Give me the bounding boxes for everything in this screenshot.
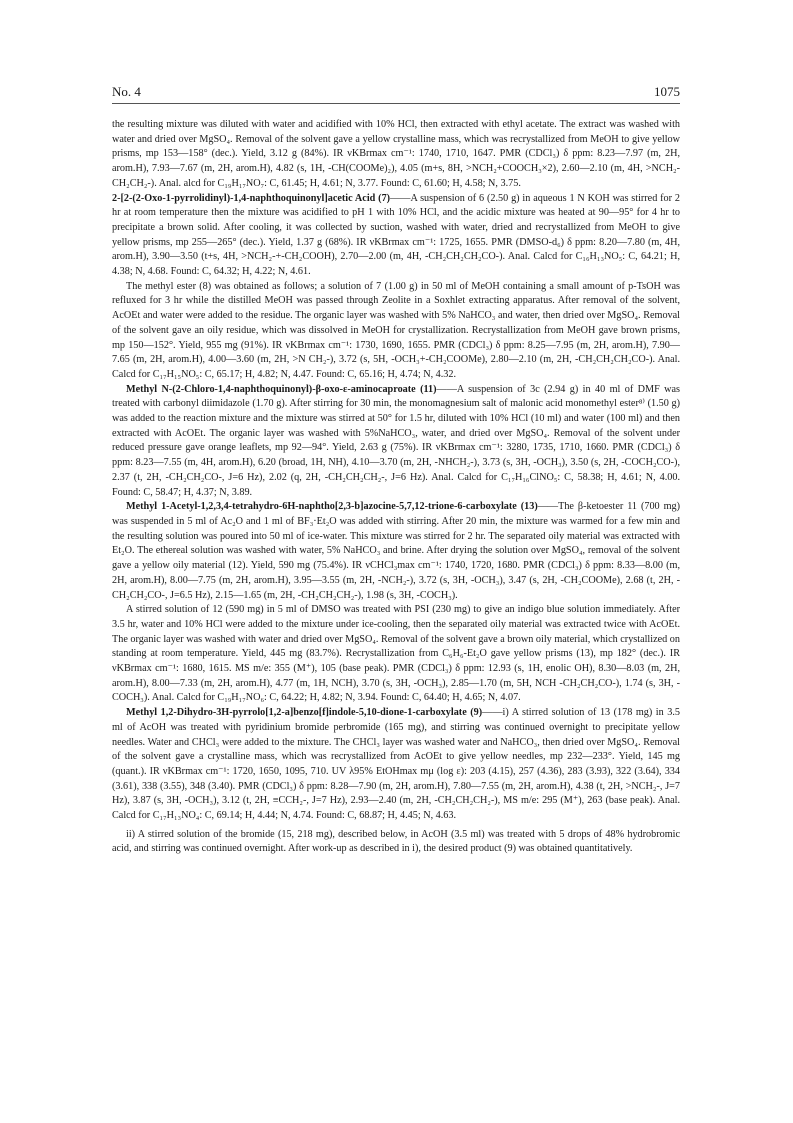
header-rule <box>112 103 680 104</box>
paragraph <box>112 383 680 501</box>
paragraph <box>112 192 680 280</box>
paragraph <box>112 828 680 857</box>
paragraph-text: A stirred solution of 12 (590 mg) in 5 ml of DMSO was treated with PSI (230 mg) to give an indigo blue solution immediately. After 3.5 hr, water and 10% HCl were added to the mixture under ice-cooling, then the separated oily material was extracted twice with AcOEt. The organic layer was washed with water and dried over MgSO₄. Removal of the solvent gave a brown oily material, which crystallized on standing at room temperature. Yield, 445 mg (83.7%). Recrystallization from C₆H₆-Et₂O gave yellow prisms (13), mp 182° (dec.). IR νKBrmax cm⁻¹: 1680, 1615. MS m/e: 355 (M⁺), 105 (base peak). PMR (CDCl₃) δ ppm: 12.93 (s, 1H, enolic OH), 8.30—8.03 (m, 2H, arom.H), 8.00—7.33 (m, 2H, arom.H), 4.77 (m, 1H, NCH), 3.70 (s, 3H, -OCH₃), 2.85—1.70 (m, 5H, NCH -CH₂CH₂CO-), 1.74 (s, 3H, -COCH₃). Anal. Calcd for C₁₉H₁₇NO₆: C, 64.22; H, 4.82; N, 3.94. Found: C, 64.40; H, 4.65; N, 4.07. <box>112 604 680 704</box>
paragraph-text: ——A suspension of 3c (2.94 g) in 40 ml of DMF was treated with carbonyl diimidazole (1.70 g). After stirring for 30 min, the monomagnesium salt of malonic acid monomethyl ester⁸⁾ (1.50 g) was added to the reaction mixture and the mixture was stirred at 50° for 1.5 hr, diluted with 10% HCl (10 ml) and water (100 ml) and then extracted with AcOEt. The organic layer was washed with 5%NaHCO₃, water, and dried over MgSO₄. Removal of the solvent under reduced pressure gave orange leaflets, mp 92—94°. Yield, 2.63 g (75%). IR νKBrmax cm⁻¹: 3280, 1735, 1710, 1660. PMR (CDCl₃) δ ppm: 8.23—7.55 (m, 4H, arom.H), 6.20 (broad, 1H, NH), 4.10—3.70 (m, 2H, -NHCH₂-), 3.73 (s, 3H, -OCH₃), 3.50 (s, 2H, -COCH₂CO-), 2.37 (t, 2H, -CH₂CH₂CO-, J=6 Hz), 2.02 (q, 2H, -CH₂CH₂CH₂-, J=6 Hz). Anal. Calcd for C₁₇H₁₆ClNO₅: C, 58.38; H, 4.61; N, 4.00. Found: C, 58.47; H, 4.37; N, 3.89. <box>112 383 680 498</box>
page-number: 1075 <box>654 84 680 99</box>
compound-title: Methyl 1-Acetyl-1,2,3,4-tetrahydro-6H-naphtho[2,3-b]azocine-5,7,12-trione-6-carboxylate (13) <box>126 501 538 513</box>
article-body <box>112 118 680 857</box>
paragraph-text: ——i) A stirred solution of 13 (178 mg) in 3.5 ml of AcOH was treated with pyridinium bromide perbromide (165 mg), and stirring was continued overnight to precipitate yellow needles. Water and CHCl₃ were added to the mixture. The CHCl₃ layer was washed water and NaHCO₃, then dried over MgSO₄. Removal of the solvent gave a crystalline mass, which was recrystallized from AcOEt to give yellow needles, mp 232—233°. Yield, 145 mg (quant.). IR νKBrmax cm⁻¹: 1720, 1650, 1095, 710. UV λ95% EtOHmax mμ (log ε): 203 (4.15), 257 (4.36), 283 (3.93), 322 (3.64), 334 (3.61), 338 (3.55), 348 (3.40). PMR (CDCl₃) δ ppm: 8.28—7.90 (m, 2H, arom.H), 7.80—7.55 (m, 2H, arom.H), 4.38 (t, 2H, >NCH₂-, J=7 Hz), 3.87 (s, 3H, -OCH₃), 3.12 (t, 2H, ≡CCH₂-, J=7 Hz), 2.93—2.40 (m, 2H, -CH₂CH₂CH₂-), MS m/e: 295 (M⁺), 263 (base peak). Anal. Calcd for C₁₇H₁₃NO₄: C, 69.14; H, 4.44; N, 4.74. Found: C, 68.87; H, 4.45; N, 4.63. <box>112 707 680 822</box>
paragraph-text: The methyl ester (8) was obtained as follows; a solution of 7 (1.00 g) in 50 ml of MeOH containing a small amount of p-TsOH was refluxed for 3 hr while the distilled MeOH was passed through Zeolite in a Soxhlet extracting apparatus. After removal of the solvent, AcOEt and water were added to the residue. The organic layer was washed with 5% NaHCO₃ and water, then dried over MgSO₄. Removal of the solvent gave an oily residue, which was dissolved in MeOH for crystallization. Recrystallization from MeOH gave brown prisms, mp 150—152°. Yield, 955 mg (91%). IR νKBrmax cm⁻¹: 1730, 1690, 1655. PMR (CDCl₃) δ ppm: 8.25—7.95 (m, 2H, arom.H), 7.90—7.65 (m, 2H, arom.H), 4.00—3.60 (m, 2H, >N CH₂-), 3.72 (s, 5H, -OCH₃+-CH₂COOMe), 2.80—2.10 (m, 2H, -CH₂CH₂CH₂CO-). Anal. Calcd for C₁₇H₁₅NO₅: C, 65.17; H, 4.82; N, 4.47. Found: C, 65.16; H, 4.74; N, 4.32. <box>112 280 680 380</box>
paragraph-text: ——The β-ketoester 11 (700 mg) was suspended in 5 ml of Ac₂O and 1 ml of BF₃·Et₂O was added with stirring. After 20 min, the mixture was warmed for a few min and the resulting solution was poured into 50 ml of ice-water. This mixture was stirred for 2 hr. The separated oily material was extracted with Et₂O. The ethereal solution was washed with water, 5% NaHCO₃ and brine. After drying the solution over MgSO₄, removal of the solvent gave a yellow oily material (12). Yield, 590 mg (75.4%). IR νCHCl₃max cm⁻¹: 1740, 1720, 1680. PMR (CDCl₃) δ ppm: 8.33—8.00 (m, 2H, arom.H), 8.00—7.75 (m, 2H, arom.H), 3.95—3.55 (m, 2H, -NCH₂-), 3.72 (s, 3H, -OCH₃), 3.47 (s, 2H, -CH₂COOMe), 2.68 (t, 2H, -CH₂CH₂CO-, J=6.5 Hz), 2.15—1.65 (m, 2H, -CH₂CH₂CH₂-), 1.98 (s, 3H, -COCH₃). <box>112 501 680 601</box>
page-header <box>112 84 680 100</box>
compound-title: Methyl N-(2-Chloro-1,4-naphthoquinonyl)-β-oxo-ε-aminocaproate (11) <box>126 383 437 395</box>
paragraph <box>112 706 680 824</box>
paragraph <box>112 603 680 706</box>
compound-title: Methyl 1,2-Dihydro-3H-pyrrolo[1,2-a]benzo[f]indole-5,10-dione-1-carboxylate (9) <box>126 707 483 719</box>
paragraph <box>112 280 680 383</box>
paragraph <box>112 500 680 603</box>
paragraph-text: ——A suspension of 6 (2.50 g) in aqueous 1 N KOH was stirred for 2 hr at room temperature then the mixture was acidified to pH 1 with 10% HCl, and the acidic mixture was heated at 90—95° for 4 hr to precipitate a brown solid. After cooling, it was collected by suction, washed with water, dried and recrystallized from MeOH to give yellow prisms, mp 255—265° (dec.). Yield, 1.37 g (68%). IR νKBrmax cm⁻¹: 1725, 1655. PMR (DMSO-d₆) δ ppm: 8.20—7.80 (m, 4H, arom.H), 3.90—3.50 (t+s, 4H, >NCH₂-+-CH₂COOH), 2.70—2.00 (m, 4H, -CH₂CH₂CH₂CO-). Anal. Calcd for C₁₆H₁₃NO₅: C, 64.21; H, 4.38; N, 4.68. Found: C, 64.32; H, 4.22; N, 4.61. <box>112 192 681 278</box>
paragraph-text: ii) A stirred solution of the bromide (15, 218 mg), described below, in AcOH (3.5 ml) was treated with 5 drops of 48% hydrobromic acid, and stirring was continued overnight. After work-up as described in i), the desired product (9) was obtained quantitatively. <box>112 828 680 855</box>
paragraph-text: the resulting mixture was diluted with water and acidified with 10% HCl, then extracted with ethyl acetate. The extract was washed with water and dried over MgSO₄. Removal of the solvent gave a yellow crystalline mass, which was recrystallized from MeOH to give yellow prisms, mp 153—158° (dec.). Yield, 3.12 g (84%). IR νKBrmax cm⁻¹: 1740, 1710, 1647. PMR (CDCl₃) δ ppm: 8.23—7.97 (m, 2H, arom.H), 7.93—7.67 (m, 2H, arom.H), 4.82 (s, 1H, -CH(COOMe)₂), 4.05 (m+s, 8H, >NCH₂+COOCH₃×2), 2.60—2.10 (m, 4H, >NCH₂-CH₂CH₂-). Anal. alcd for C₁₉H₁₇NO₇: C, 61.45; H, 4.61; N, 3.77. Found: C, 61.60; H, 4.58; N, 3.75. <box>112 119 680 189</box>
journal-issue: No. 4 <box>112 84 141 99</box>
compound-title: 2-[2-(2-Oxo-1-pyrrolidinyl)-1,4-naphthoquinonyl]acetic Acid (7) <box>112 192 391 204</box>
paragraph <box>112 118 680 192</box>
